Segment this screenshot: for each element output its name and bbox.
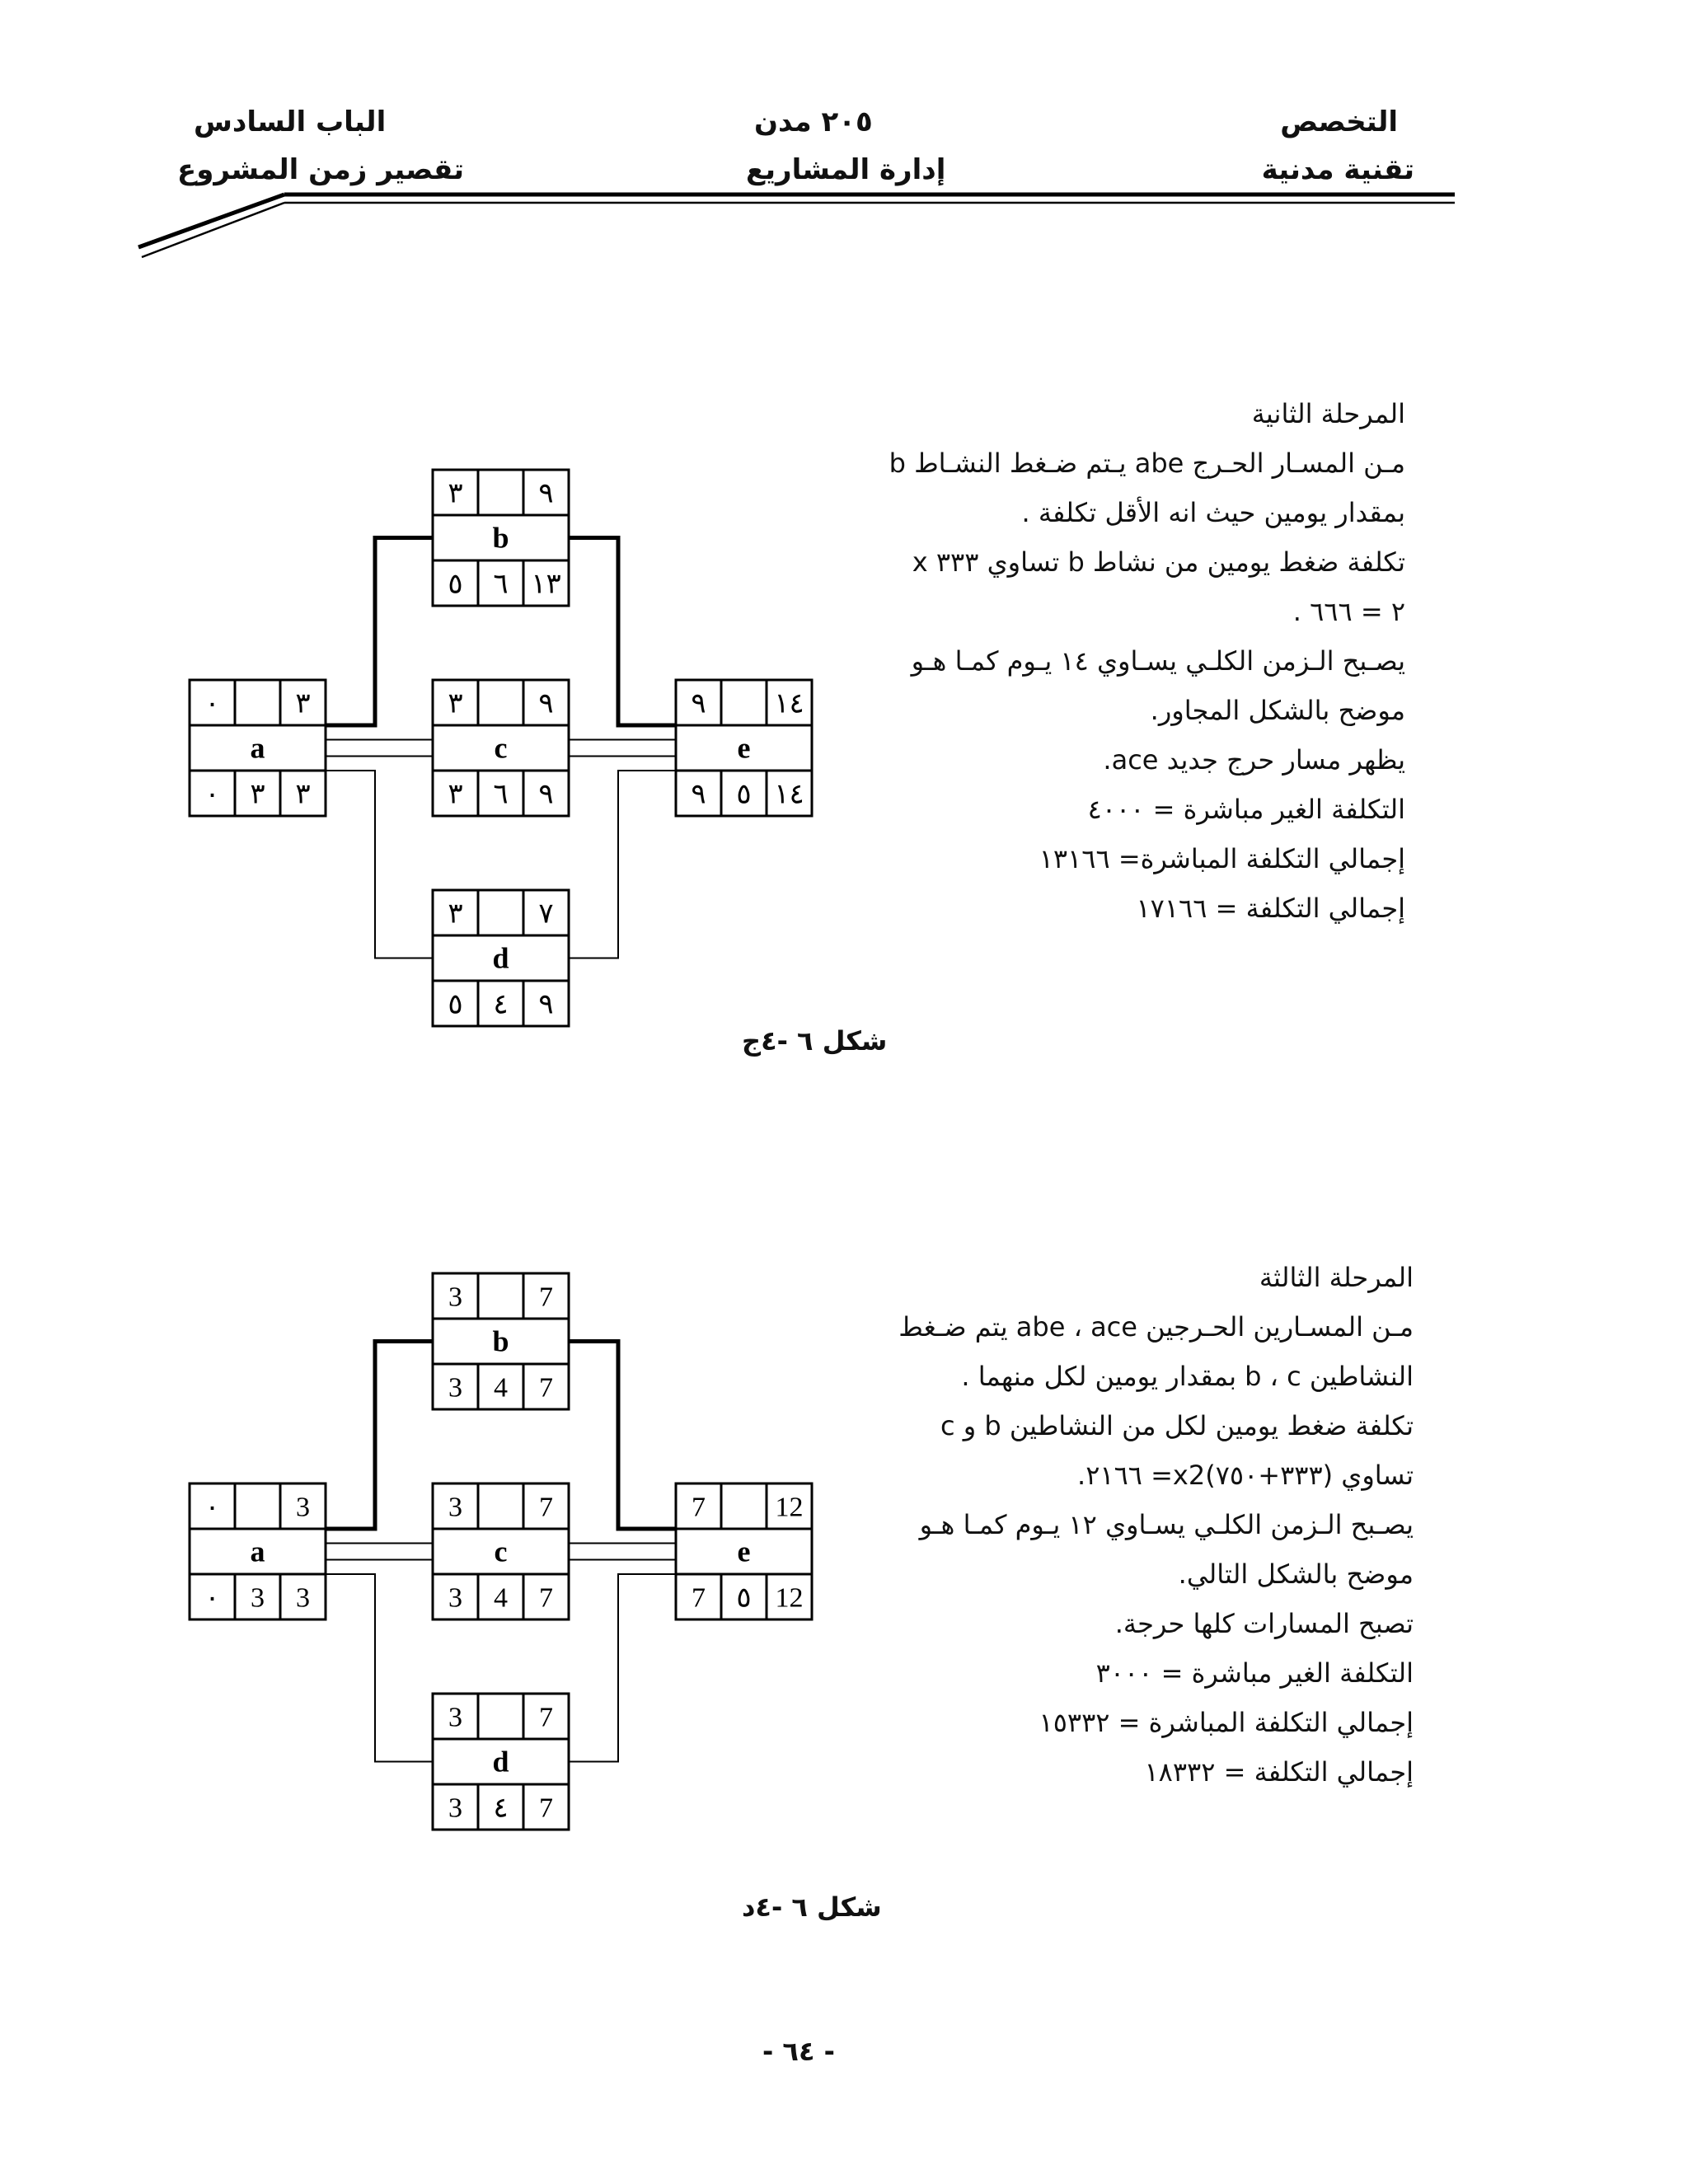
node-a-finish-value: ٣ <box>250 779 265 810</box>
stage2-line: موضح بالشكل المجاور. <box>1150 695 1405 726</box>
header-specialty-label: التخصص <box>1280 105 1398 138</box>
node-e-finish-value: 12 <box>775 1582 804 1614</box>
node-c-finish-value: 3 <box>448 1582 462 1614</box>
node-c-finish-value: 7 <box>539 1582 553 1614</box>
node-d-finish-value: 7 <box>539 1793 553 1824</box>
node-c-start-value: ٩ <box>538 688 554 719</box>
node-d-start-value: 3 <box>448 1702 462 1733</box>
node-e-finish-value: ٥ <box>736 1582 752 1614</box>
node-b-start-value: 7 <box>539 1282 553 1313</box>
node-c-finish-value: ٩ <box>538 779 554 810</box>
node-c-label: c <box>494 1535 508 1568</box>
header-chapter-title: تقصير زمن المشروع <box>177 153 464 186</box>
node-c-start-value: 3 <box>448 1492 462 1523</box>
node-c-label: c <box>494 731 508 765</box>
stage3-line: إجمالي التكلفة المباشرة = ١٥٣٣٢ <box>1039 1707 1414 1738</box>
node-c-finish-value: 4 <box>494 1582 508 1614</box>
connector-a-d <box>326 1574 433 1762</box>
node-e-label: e <box>737 1535 751 1568</box>
node-a-label: a <box>250 1535 265 1568</box>
node-b-finish-value: ١٣ <box>531 569 561 600</box>
stage2-line: التكلفة الغير مباشرة = ٤٠٠٠ <box>1087 794 1405 825</box>
node-b-finish-value: ٦ <box>493 569 509 600</box>
stage2-line: يظهر مسار حرج جديد ace. <box>1103 744 1405 776</box>
stage3-line: يصـبح الـزمن الكلـي يسـاوي ١٢ يـوم كمـا هـو <box>919 1509 1414 1540</box>
node-d-label: d <box>492 941 509 975</box>
node-b-finish-value: 4 <box>494 1372 508 1404</box>
node-e-finish-value: ١٤ <box>774 779 804 810</box>
node-e-finish-value: 7 <box>692 1582 706 1614</box>
node-e-finish-value: ٩ <box>691 779 706 810</box>
header-course-code: ٢٠٥ مدن <box>754 105 873 138</box>
connector-a-b <box>326 1342 433 1530</box>
node-a-finish-value: ٣ <box>295 779 311 810</box>
node-d-finish-value: 3 <box>448 1793 462 1824</box>
stage3-line: تصبح المسارات كلها حرجة. <box>1114 1608 1414 1639</box>
stage3-line: تساوي (٣٣٣+٧٥٠)x2= ٢١٦٦. <box>1077 1460 1414 1491</box>
node-d-finish-value: ٤ <box>493 1793 509 1824</box>
node-a-finish-value: 3 <box>251 1582 265 1614</box>
stage2-line: بمقدار يومين حيث انه الأقل تكلفة . <box>1021 497 1405 528</box>
node-b-start-value: ٣ <box>448 478 463 509</box>
stage3-line: إجمالي التكلفة = ١٨٣٣٢ <box>1144 1756 1414 1788</box>
header-specialty-value: تقنية مدنية <box>1261 153 1414 186</box>
stage3-line: التكلفة الغير مباشرة = ٣٠٠٠ <box>1095 1657 1414 1689</box>
stage3-line: المرحلة الثالثة <box>1259 1262 1414 1293</box>
node-c-finish-value: ٦ <box>493 779 509 810</box>
figure-caption-stage3: شكل ٦ -٤د <box>742 1891 882 1923</box>
header-chapter-label: الباب السادس <box>194 105 387 138</box>
node-a-label: a <box>250 731 265 765</box>
node-e-start-value: 12 <box>775 1492 804 1523</box>
node-e-start-value: ٩ <box>691 688 706 719</box>
stage2-line: يصـبح الـزمن الكلـي يسـاوي ١٤ يـوم كمـا هـو <box>911 645 1405 677</box>
connector-d-e <box>569 1574 676 1762</box>
node-b-start-value: ٩ <box>538 478 554 509</box>
stage3-line: تكلفة ضغط يومين لكل من النشاطين b و c <box>940 1410 1414 1441</box>
stage3-line: مـن المسـارين الحـرجين abe ، ace يتم ضـغط <box>898 1311 1414 1343</box>
stage3-line: النشاطين b ، c بمقدار يومين لكل منهما . <box>961 1361 1414 1392</box>
node-d-finish-value: ٤ <box>493 989 509 1020</box>
node-a-start-value: ٠ <box>204 688 220 719</box>
node-a-finish-value: 3 <box>296 1582 310 1614</box>
node-d-finish-value: ٥ <box>448 989 463 1020</box>
node-c-start-value: ٣ <box>448 688 463 719</box>
node-d-start-value: ٧ <box>538 898 554 930</box>
stage2-line: المرحلة الثانية <box>1251 398 1405 429</box>
stage3-line: موضح بالشكل التالي. <box>1178 1558 1414 1590</box>
node-b-label: b <box>492 521 509 555</box>
node-b-finish-value: 7 <box>539 1372 553 1404</box>
node-b-finish-value: ٥ <box>448 569 463 600</box>
node-d-start-value: ٣ <box>448 898 463 930</box>
node-a-start-value: ٠ <box>204 1492 220 1523</box>
node-a-finish-value: ٠ <box>204 779 220 810</box>
stage2-line: مـن المسـار الحـرج abe يـتم ضـغط النشـاط b <box>889 448 1405 479</box>
node-b-finish-value: 3 <box>448 1372 462 1404</box>
node-a-finish-value: ٠ <box>204 1582 220 1614</box>
stage2-line: تكلفة ضغط يومين من نشاط b تساوي ٣٣٣ x <box>912 546 1405 578</box>
node-e-start-value: 7 <box>692 1492 706 1523</box>
node-d-start-value: 7 <box>539 1702 553 1733</box>
stage2-line: إجمالي التكلفة = ١٧١٦٦ <box>1136 893 1405 924</box>
page-number: - ٦٤ - <box>762 2036 835 2067</box>
node-d-label: d <box>492 1745 509 1779</box>
figure-caption-stage2: شكل ٦ -٤ج <box>742 1025 888 1057</box>
node-b-start-value: 3 <box>448 1282 462 1313</box>
node-a-start-value: 3 <box>296 1492 310 1523</box>
stage2-line: ٢ = ٦٦٦ . <box>1292 596 1405 627</box>
node-c-start-value: 7 <box>539 1492 553 1523</box>
node-c-finish-value: ٣ <box>448 779 463 810</box>
node-e-start-value: ١٤ <box>774 688 804 719</box>
node-a-start-value: ٣ <box>295 688 311 719</box>
connector-b-e <box>569 1342 676 1530</box>
header-course-name: إدارة المشاريع <box>746 153 946 186</box>
node-d-finish-value: ٩ <box>538 989 554 1020</box>
node-b-label: b <box>492 1324 509 1358</box>
node-e-finish-value: ٥ <box>736 779 752 810</box>
stage2-line: إجمالي التكلفة المباشرة= ١٣١٦٦ <box>1039 843 1405 874</box>
node-e-label: e <box>737 731 751 765</box>
